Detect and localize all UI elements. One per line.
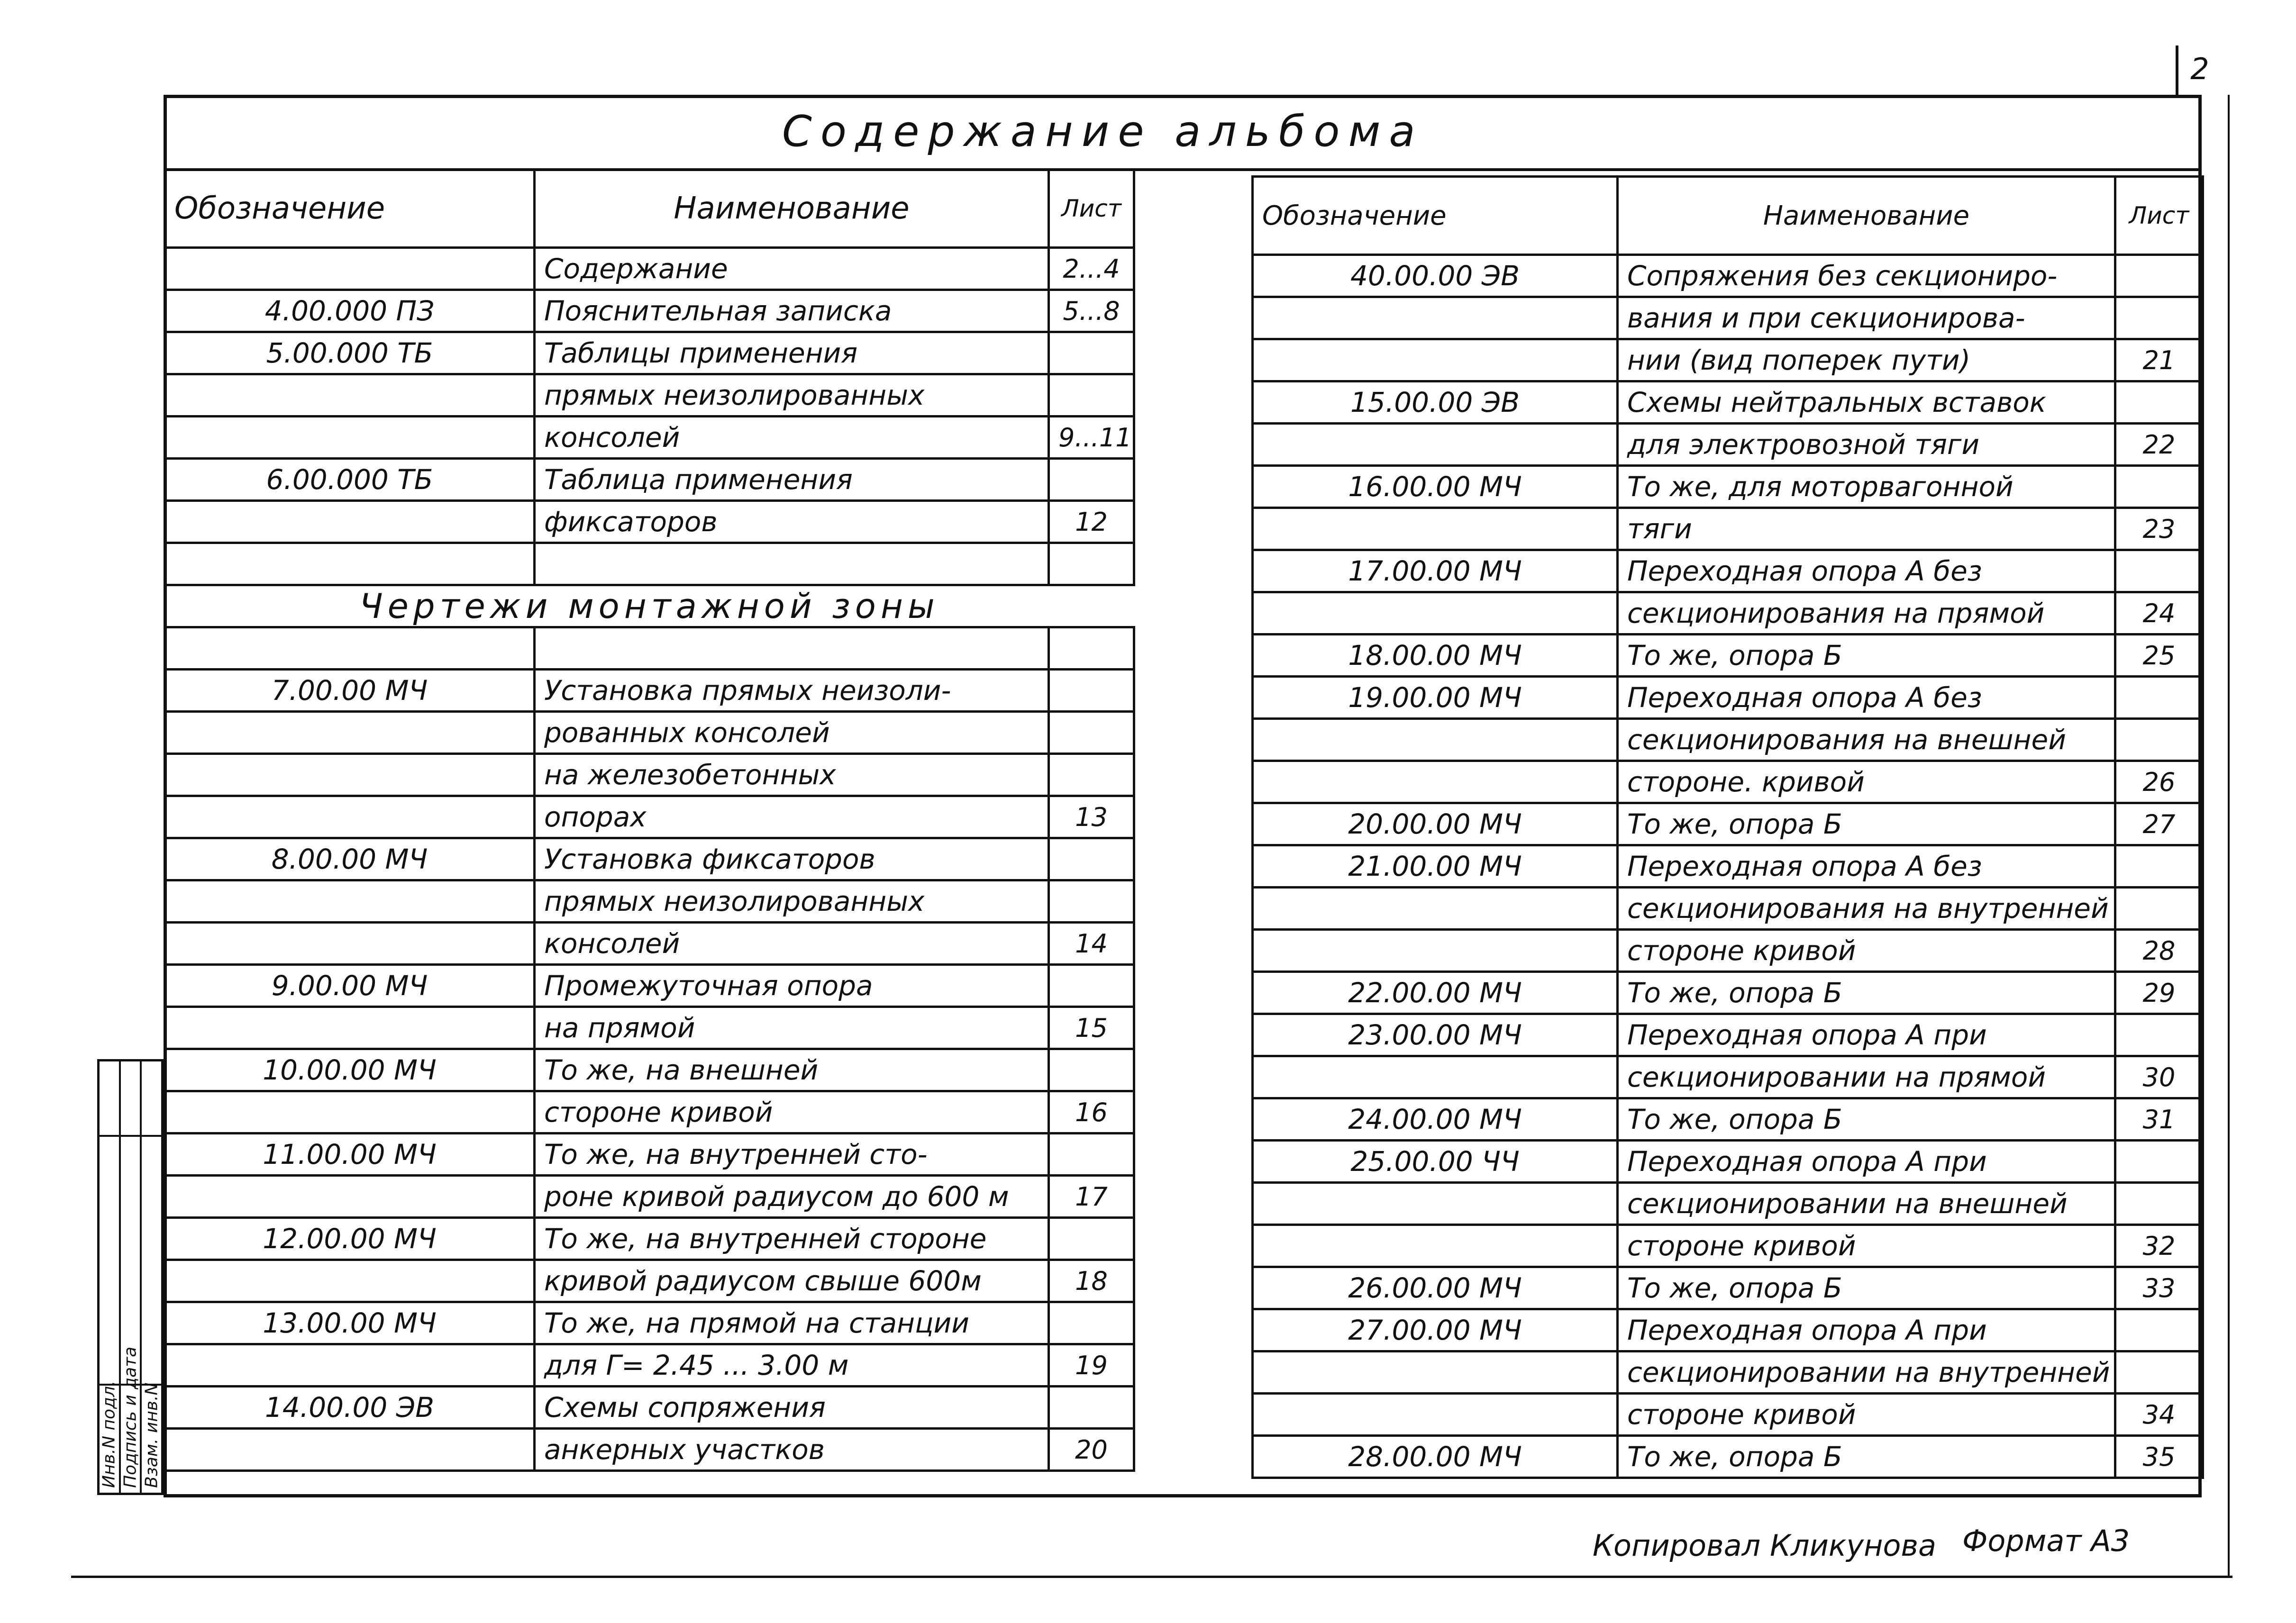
sheet-cell: 34 <box>2115 1394 2203 1436</box>
name-cell: роне кривой радиусом до 600 м <box>535 1176 1049 1218</box>
table-row <box>1253 888 2203 930</box>
sheet-cell: 25 <box>2115 635 2203 677</box>
table-row <box>165 712 1134 754</box>
designation-cell: 20.00.00 МЧ <box>1253 803 1618 845</box>
sheet-cell <box>2115 845 2203 888</box>
designation-cell <box>1253 1183 1618 1225</box>
sheet-cell: 28 <box>2115 930 2203 972</box>
table-row <box>1253 972 2203 1014</box>
name-cell: секционирования на внешней <box>1618 719 2115 761</box>
right-contents-table <box>1251 175 2204 1479</box>
sheet-cell <box>2115 466 2203 508</box>
name-cell: стороне кривой <box>535 1091 1049 1133</box>
designation-cell: 40.00.00 ЭВ <box>1253 255 1618 297</box>
sheet-cell <box>2115 719 2203 761</box>
sheet-cell <box>1049 1302 1134 1344</box>
left-table-body <box>165 248 1134 1471</box>
table-header <box>1253 177 2203 255</box>
designation-cell <box>1253 297 1618 339</box>
name-cell: стороне. кривой <box>1618 761 2115 803</box>
table-row <box>1253 930 2203 972</box>
name-cell: секционировании на прямой <box>1618 1056 2115 1098</box>
table-row <box>165 880 1134 923</box>
sheet-cell <box>1049 1133 1134 1176</box>
sheet-cell <box>2115 297 2203 339</box>
sheet-cell: 33 <box>2115 1267 2203 1309</box>
sheet-cell: 35 <box>2115 1436 2203 1478</box>
name-cell: То же, опора Б <box>1618 635 2115 677</box>
name-cell: стороне кривой <box>1618 1225 2115 1267</box>
designation-cell <box>165 1007 535 1049</box>
name-cell: То же, опора Б <box>1618 1267 2115 1309</box>
sheet-cell <box>1049 332 1134 374</box>
designation-cell <box>165 880 535 923</box>
sheet-cell <box>1049 670 1134 712</box>
sheet-cell <box>2115 255 2203 297</box>
table-row <box>165 923 1134 965</box>
table-row <box>1253 635 2203 677</box>
table-row <box>165 796 1134 838</box>
sheet-cell: 15 <box>1049 1007 1134 1049</box>
table-row <box>165 1429 1134 1471</box>
designation-cell <box>165 754 535 796</box>
name-cell: Схемы нейтральных вставок <box>1618 381 2115 424</box>
sheet-cell <box>2115 381 2203 424</box>
designation-cell: 5.00.000 ТБ <box>165 332 535 374</box>
table-row <box>1253 1056 2203 1098</box>
designation-cell <box>165 712 535 754</box>
name-cell: кривой радиусом свыше 600м <box>535 1260 1049 1302</box>
sheet-cell: 23 <box>2115 508 2203 550</box>
section-title: Чертежи монтажной зоны <box>165 585 1134 627</box>
designation-cell: 16.00.00 МЧ <box>1253 466 1618 508</box>
sheet-cell: 19 <box>1049 1344 1134 1387</box>
table-row <box>165 627 1134 670</box>
designation-cell: 26.00.00 МЧ <box>1253 1267 1618 1309</box>
sheet-cell <box>2115 1351 2203 1394</box>
designation-cell <box>1253 592 1618 635</box>
table-row <box>1253 1098 2203 1141</box>
designation-cell: 9.00.00 МЧ <box>165 965 535 1007</box>
name-cell: анкерных участков <box>535 1429 1049 1471</box>
designation-cell: 19.00.00 МЧ <box>1253 677 1618 719</box>
sheet-cell <box>1049 1049 1134 1091</box>
album-title: Содержание альбома <box>782 107 1424 156</box>
name-cell: прямых неизолированных <box>535 880 1049 923</box>
name-cell: Переходная опора А без <box>1618 845 2115 888</box>
designation-cell <box>1253 761 1618 803</box>
table-row <box>1253 1014 2203 1056</box>
name-cell: стороне кривой <box>1618 1394 2115 1436</box>
name-cell: тяги <box>1618 508 2115 550</box>
name-header: Наименование <box>1618 177 2115 255</box>
sheet-cell <box>2115 1183 2203 1225</box>
name-cell: Схемы сопряжения <box>535 1387 1049 1429</box>
sheet-cell <box>2115 1014 2203 1056</box>
table-row <box>165 670 1134 712</box>
table-row <box>165 754 1134 796</box>
sheet-cell: 29 <box>2115 972 2203 1014</box>
name-cell: для электровозной тяги <box>1618 424 2115 466</box>
sheet-edge <box>2228 95 2230 1576</box>
name-cell: Таблица применения <box>535 459 1049 501</box>
designation-cell: 4.00.000 ПЗ <box>165 290 535 332</box>
designation-cell <box>1253 1351 1618 1394</box>
designation-cell <box>1253 719 1618 761</box>
sheet-cell: 16 <box>1049 1091 1134 1133</box>
table-row <box>1253 803 2203 845</box>
designation-cell: 6.00.000 ТБ <box>165 459 535 501</box>
name-cell: опорах <box>535 796 1049 838</box>
name-cell: Переходная опора А при <box>1618 1141 2115 1183</box>
table-row <box>165 543 1134 585</box>
designation-cell <box>165 1260 535 1302</box>
table-row <box>1253 381 2203 424</box>
sheet-number: 2 <box>2176 45 2221 98</box>
designation-cell: 7.00.00 МЧ <box>165 670 535 712</box>
table-row <box>165 585 1134 627</box>
stamp-label: Взам. инв.N <box>142 1382 162 1488</box>
table-row <box>1253 761 2203 803</box>
sheet-cell <box>2115 1309 2203 1351</box>
sheet-cell <box>1049 880 1134 923</box>
name-cell: нии (вид поперек пути) <box>1618 339 2115 381</box>
side-stamp <box>97 1059 164 1495</box>
table-row <box>1253 845 2203 888</box>
name-cell: секционировании на внешней <box>1618 1183 2115 1225</box>
name-cell: Переходная опора А без <box>1618 677 2115 719</box>
stamp-column <box>142 1061 161 1493</box>
name-cell: То же, на внешней <box>535 1049 1049 1091</box>
name-cell: фиксаторов <box>535 501 1049 543</box>
table-row <box>1253 466 2203 508</box>
sheet-cell <box>1049 627 1134 670</box>
sheet-cell <box>1049 838 1134 880</box>
sheet-cell <box>2115 888 2203 930</box>
designation-cell <box>165 501 535 543</box>
name-cell: Переходная опора А без <box>1618 550 2115 592</box>
name-cell: вания и при секционирова- <box>1618 297 2115 339</box>
table-row <box>165 417 1134 459</box>
designation-cell <box>165 796 535 838</box>
name-cell: То же, опора Б <box>1618 1436 2115 1478</box>
name-cell: Промежуточная опора <box>535 965 1049 1007</box>
sheet-cell: 26 <box>2115 761 2203 803</box>
designation-cell: 12.00.00 МЧ <box>165 1218 535 1260</box>
footer-line <box>71 1576 2232 1578</box>
designation-cell: 13.00.00 МЧ <box>165 1302 535 1344</box>
designation-header: Обозначение <box>1253 177 1618 255</box>
table-row <box>165 838 1134 880</box>
sheet-cell <box>2115 550 2203 592</box>
designation-cell <box>165 1344 535 1387</box>
designation-cell <box>1253 888 1618 930</box>
sheet-cell: 14 <box>1049 923 1134 965</box>
name-cell: на железобетонных <box>535 754 1049 796</box>
table-row <box>1253 1183 2203 1225</box>
designation-cell <box>1253 1394 1618 1436</box>
stamp-label: Инв.N подл. <box>99 1380 119 1488</box>
table-row <box>1253 550 2203 592</box>
table-row <box>1253 719 2203 761</box>
table-row <box>1253 592 2203 635</box>
table-row <box>165 1176 1134 1218</box>
name-cell: Пояснительная записка <box>535 290 1049 332</box>
designation-cell: 14.00.00 ЭВ <box>165 1387 535 1429</box>
stamp-divider <box>97 1384 164 1386</box>
name-cell: То же, опора Б <box>1618 1098 2115 1141</box>
sheet-cell: 31 <box>2115 1098 2203 1141</box>
name-cell: Переходная опора А при <box>1618 1309 2115 1351</box>
name-cell: Сопряжения без секциониро- <box>1618 255 2115 297</box>
sheet-cell: 24 <box>2115 592 2203 635</box>
sheet-cell: 17 <box>1049 1176 1134 1218</box>
designation-cell <box>165 248 535 290</box>
designation-cell <box>165 627 535 670</box>
sheet-cell: 20 <box>1049 1429 1134 1471</box>
designation-header: Обозначение <box>165 170 535 248</box>
sheet-cell <box>2115 1141 2203 1183</box>
name-cell: То же, на внутренней сто- <box>535 1133 1049 1176</box>
sheet-cell <box>1049 965 1134 1007</box>
designation-cell: 24.00.00 МЧ <box>1253 1098 1618 1141</box>
name-header: Наименование <box>535 170 1049 248</box>
left-contents-table <box>164 168 1135 1472</box>
name-cell: Установка прямых неизоли- <box>535 670 1049 712</box>
name-cell: То же, опора Б <box>1618 972 2115 1014</box>
table-row <box>1253 1267 2203 1309</box>
designation-cell: 22.00.00 МЧ <box>1253 972 1618 1014</box>
right-table-body <box>1253 255 2203 1478</box>
name-cell <box>535 627 1049 670</box>
table-row <box>1253 339 2203 381</box>
sheet-cell <box>1049 459 1134 501</box>
table-row <box>165 1007 1134 1049</box>
sheet-cell: 22 <box>2115 424 2203 466</box>
name-cell: консолей <box>535 923 1049 965</box>
name-cell: То же, для моторвагонной <box>1618 466 2115 508</box>
designation-cell <box>1253 339 1618 381</box>
table-row <box>1253 677 2203 719</box>
sheet-cell <box>1049 374 1134 417</box>
sheet-cell: 2...4 <box>1049 248 1134 290</box>
sheet-cell <box>1049 754 1134 796</box>
name-cell <box>535 543 1049 585</box>
sheet-cell: 27 <box>2115 803 2203 845</box>
table-row <box>165 248 1134 290</box>
sheet-cell: 13 <box>1049 796 1134 838</box>
sheet-header: Лист <box>2115 177 2203 255</box>
designation-cell: 25.00.00 ЧЧ <box>1253 1141 1618 1183</box>
designation-cell: 15.00.00 ЭВ <box>1253 381 1618 424</box>
table-row <box>1253 424 2203 466</box>
table-header <box>165 170 1134 248</box>
table-row <box>165 1260 1134 1302</box>
designation-cell <box>165 374 535 417</box>
sheet-cell <box>1049 712 1134 754</box>
sheet-header: Лист <box>1049 170 1134 248</box>
name-cell: секционировании на внутренней <box>1618 1351 2115 1394</box>
name-cell: секционирования на внутренней <box>1618 888 2115 930</box>
table-row <box>1253 1141 2203 1183</box>
sheet-cell <box>1049 543 1134 585</box>
name-cell: Содержание <box>535 248 1049 290</box>
table-row <box>165 459 1134 501</box>
name-cell: стороне кривой <box>1618 930 2115 972</box>
table-row <box>165 1091 1134 1133</box>
table-row <box>1253 508 2203 550</box>
name-cell: То же, опора Б <box>1618 803 2115 845</box>
sheet-cell: 30 <box>2115 1056 2203 1098</box>
name-cell: рованных консолей <box>535 712 1049 754</box>
copied-by: Копировал Кликунова <box>1593 1528 1937 1563</box>
designation-cell <box>165 923 535 965</box>
designation-cell <box>1253 424 1618 466</box>
designation-cell <box>1253 508 1618 550</box>
name-cell: прямых неизолированных <box>535 374 1049 417</box>
designation-cell: 27.00.00 МЧ <box>1253 1309 1618 1351</box>
table-row <box>165 374 1134 417</box>
name-cell: То же, на внутренней стороне <box>535 1218 1049 1260</box>
designation-cell <box>1253 1225 1618 1267</box>
table-row <box>165 501 1134 543</box>
table-row <box>1253 1351 2203 1394</box>
designation-cell: 23.00.00 МЧ <box>1253 1014 1618 1056</box>
table-row <box>1253 1436 2203 1478</box>
designation-cell: 8.00.00 МЧ <box>165 838 535 880</box>
name-cell: для Г= 2.45 ... 3.00 м <box>535 1344 1049 1387</box>
name-cell: на прямой <box>535 1007 1049 1049</box>
table-row <box>165 1218 1134 1260</box>
name-cell: Установка фиксаторов <box>535 838 1049 880</box>
sheet-cell: 9...11 <box>1049 417 1134 459</box>
name-cell: секционирования на прямой <box>1618 592 2115 635</box>
table-row <box>165 332 1134 374</box>
table-row <box>165 965 1134 1007</box>
designation-cell: 28.00.00 МЧ <box>1253 1436 1618 1478</box>
sheet-cell <box>2115 677 2203 719</box>
designation-cell: 21.00.00 МЧ <box>1253 845 1618 888</box>
name-cell: консолей <box>535 417 1049 459</box>
designation-cell: 18.00.00 МЧ <box>1253 635 1618 677</box>
designation-cell <box>165 543 535 585</box>
designation-cell: 11.00.00 МЧ <box>165 1133 535 1176</box>
sheet-cell: 5...8 <box>1049 290 1134 332</box>
designation-cell <box>165 1429 535 1471</box>
designation-cell <box>1253 1056 1618 1098</box>
designation-cell: 17.00.00 МЧ <box>1253 550 1618 592</box>
table-row <box>1253 1309 2203 1351</box>
name-cell: То же, на прямой на станции <box>535 1302 1049 1344</box>
stamp-column <box>100 1061 121 1493</box>
table-row <box>165 1302 1134 1344</box>
paper-format: Формат А3 <box>1962 1523 2130 1558</box>
sheet-cell: 12 <box>1049 501 1134 543</box>
designation-cell <box>165 1176 535 1218</box>
name-cell: Переходная опора А при <box>1618 1014 2115 1056</box>
designation-cell: 10.00.00 МЧ <box>165 1049 535 1091</box>
sheet-cell <box>1049 1218 1134 1260</box>
table-row <box>1253 255 2203 297</box>
sheet-cell: 21 <box>2115 339 2203 381</box>
table-row <box>165 290 1134 332</box>
sheet-cell: 18 <box>1049 1260 1134 1302</box>
table-row <box>1253 1394 2203 1436</box>
designation-cell <box>1253 930 1618 972</box>
sheet-cell: 32 <box>2115 1225 2203 1267</box>
stamp-divider <box>97 1135 164 1137</box>
sheet-cell <box>1049 1387 1134 1429</box>
table-row <box>1253 297 2203 339</box>
table-row <box>165 1133 1134 1176</box>
table-row <box>1253 1225 2203 1267</box>
name-cell: Таблицы применения <box>535 332 1049 374</box>
table-row <box>165 1049 1134 1091</box>
designation-cell <box>165 1091 535 1133</box>
stamp-column <box>121 1061 142 1493</box>
table-row <box>165 1387 1134 1429</box>
designation-cell <box>165 417 535 459</box>
table-row <box>165 1344 1134 1387</box>
stamp-label: Подпись и дата <box>120 1346 140 1488</box>
